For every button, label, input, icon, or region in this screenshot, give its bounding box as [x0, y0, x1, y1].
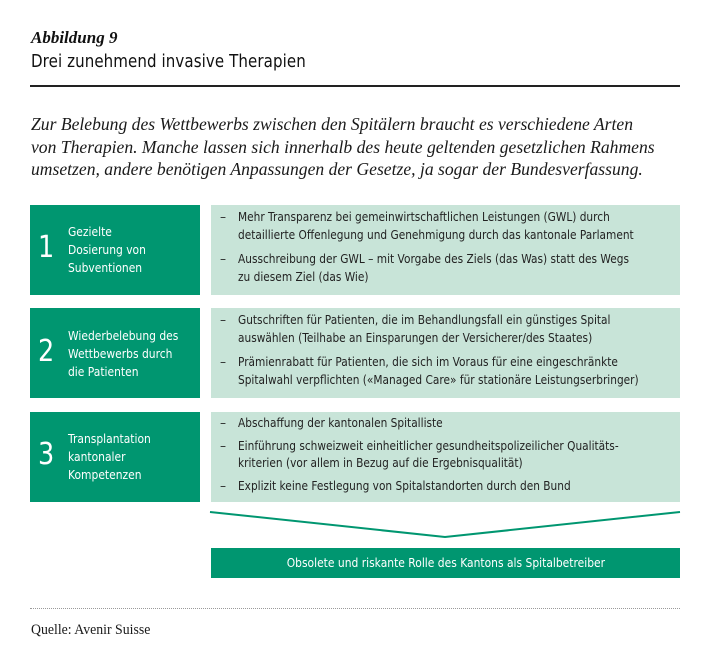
intro-line: Zur Belebung des Wettbewerbs zwischen den Spitälern braucht es verschiedene Arten	[31, 114, 633, 134]
measure-text: auswählen (Teilhabe an Einsparungen der Versicherer/des Staates)	[238, 330, 593, 345]
measure-text: Einführung schweizweit einheitlicher gesundheitspolizeilicher Qualitäts-	[238, 438, 619, 453]
measure-text: zu diesem Ziel (das Wie)	[238, 269, 369, 284]
source-divider	[30, 608, 680, 609]
intro-line: von Therapien. Manche lassen sich innerhalb des heute geltenden gesetzlichen Rahmens	[31, 136, 655, 157]
therapy-label	[68, 430, 151, 484]
result-text: Obsolete und riskante Rolle des Kantons als Spitalbetreiber	[286, 556, 605, 570]
therapy-label-line: Wettbewerbs durch	[68, 347, 173, 361]
funnel-chevron	[205, 506, 685, 542]
therapy-1-header	[30, 205, 200, 295]
therapy-label-line: Wiederbelebung des	[68, 329, 179, 343]
measure-item	[211, 209, 680, 244]
chevron-line	[210, 512, 680, 537]
measure-text: Gutschriften für Patienten, die im Behandlungsfall ein günstiges Spital	[238, 313, 611, 327]
bullet-dash: –	[220, 416, 227, 430]
measure-text: Abschaffung der kantonalen Spitalliste	[238, 416, 443, 430]
figure-title: Drei zunehmend invasive Therapien	[31, 52, 306, 72]
therapy-1-measures	[211, 205, 680, 295]
therapy-label-line: Transplantation	[68, 432, 151, 446]
therapy-number: 2	[38, 334, 55, 369]
measure-text: Spitalwahl verpflichten («Managed Care» für stationäre Leistungserbringer)	[238, 372, 639, 387]
source-note: Quelle: Avenir Suisse	[31, 622, 151, 638]
bullet-dash: –	[220, 313, 227, 327]
measure-text: detaillierte Offenlegung und Genehmigung durch das kantonale Parlament	[238, 227, 634, 242]
measure-item	[211, 478, 680, 496]
figure-label: Abbildung 9	[31, 28, 118, 47]
therapy-label	[68, 223, 146, 277]
title-divider	[30, 85, 680, 87]
measure-text: Mehr Transparenz bei gemeinwirtschaftlichen Leistungen (GWL) durch	[238, 210, 610, 224]
therapy-label-line: Subventionen	[68, 261, 143, 275]
bullet-dash: –	[220, 252, 227, 266]
intro-line: umsetzen, andere benötigen Anpassungen der Gesetze, ja sogar der Bundesverfassung.	[31, 159, 643, 179]
measure-item	[211, 251, 680, 286]
therapy-2-header	[30, 308, 200, 398]
measure-text: Prämienrabatt für Patienten, die sich im Voraus für eine eingeschränkte	[238, 355, 618, 369]
measure-text: kriterien (vor allem in Bezug auf die Ergebnisqualität)	[238, 456, 523, 470]
therapy-label-line: Gezielte	[68, 225, 112, 239]
measure-item	[211, 312, 680, 347]
therapy-number: 3	[38, 437, 55, 472]
intro-text	[31, 113, 691, 181]
measure-text: Ausschreibung der GWL – mit Vorgabe des Ziels (das Was) statt des Wegs	[238, 252, 630, 266]
result-bar	[211, 548, 680, 578]
bullet-dash: –	[220, 210, 227, 224]
bullet-dash: –	[220, 438, 227, 453]
therapy-3-header	[30, 412, 200, 502]
therapy-number: 1	[38, 230, 55, 265]
therapy-2-measures	[211, 308, 680, 398]
therapy-label-line: die Patienten	[68, 365, 139, 379]
therapy-3-measures	[211, 412, 680, 502]
therapy-label-line: Dosierung von	[68, 243, 146, 257]
measure-item	[211, 354, 680, 389]
therapy-label-line: Kompetenzen	[68, 468, 142, 482]
measure-text: Explizit keine Festlegung von Spitalstandorten durch den Bund	[238, 478, 571, 493]
therapy-label	[68, 327, 178, 381]
bullet-dash: –	[220, 355, 227, 369]
bullet-dash: –	[220, 478, 227, 493]
measure-item	[211, 415, 680, 433]
therapy-label-line: kantonaler	[68, 450, 126, 464]
measure-item	[211, 438, 680, 473]
